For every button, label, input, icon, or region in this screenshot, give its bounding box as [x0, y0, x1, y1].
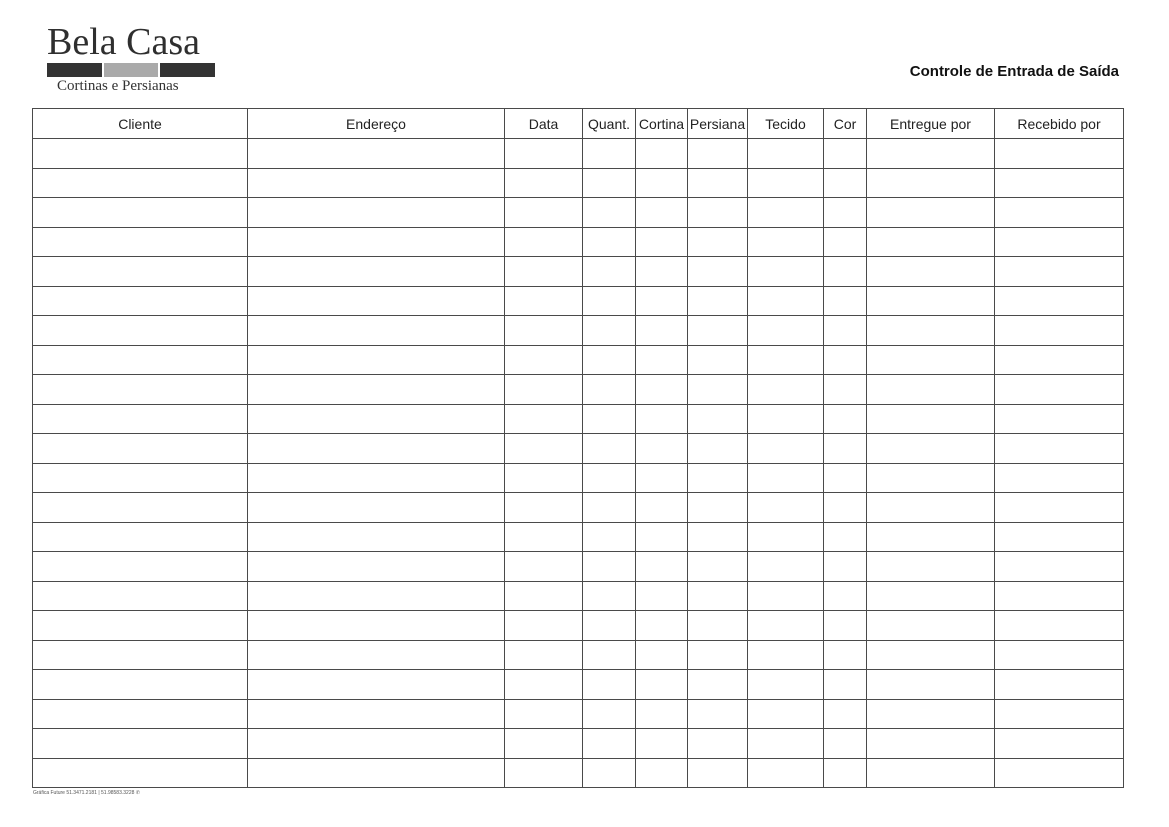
- table-cell[interactable]: [824, 434, 867, 464]
- table-cell[interactable]: [248, 463, 505, 493]
- table-cell[interactable]: [867, 227, 995, 257]
- table-cell[interactable]: [33, 168, 248, 198]
- table-row: [33, 227, 1124, 257]
- table-cell[interactable]: [636, 729, 688, 759]
- table-cell[interactable]: [824, 286, 867, 316]
- table-row: [33, 404, 1124, 434]
- table-cell[interactable]: [636, 316, 688, 346]
- table-cell[interactable]: [867, 670, 995, 700]
- table-cell[interactable]: [248, 345, 505, 375]
- table-cell[interactable]: [505, 463, 583, 493]
- table-cell[interactable]: [636, 257, 688, 287]
- table-cell[interactable]: [505, 434, 583, 464]
- table-cell[interactable]: [33, 316, 248, 346]
- table-cell[interactable]: [636, 227, 688, 257]
- table-cell[interactable]: [867, 404, 995, 434]
- table-cell[interactable]: [824, 552, 867, 582]
- table-cell[interactable]: [748, 198, 824, 228]
- table-cell[interactable]: [33, 611, 248, 641]
- table-cell[interactable]: [867, 581, 995, 611]
- table-cell[interactable]: [995, 375, 1124, 405]
- table-cell[interactable]: [824, 168, 867, 198]
- table-cell[interactable]: [505, 522, 583, 552]
- table-cell[interactable]: [33, 345, 248, 375]
- table-cell[interactable]: [248, 286, 505, 316]
- table-cell[interactable]: [583, 434, 636, 464]
- table-row: [33, 257, 1124, 287]
- brand-bar-gray: [104, 63, 159, 77]
- table-cell[interactable]: [505, 345, 583, 375]
- table-cell[interactable]: [867, 168, 995, 198]
- table-cell[interactable]: [748, 552, 824, 582]
- table-cell[interactable]: [688, 404, 748, 434]
- table-cell[interactable]: [248, 758, 505, 788]
- table-row: [33, 345, 1124, 375]
- table-cell[interactable]: [505, 139, 583, 169]
- table-cell[interactable]: [748, 168, 824, 198]
- table-cell[interactable]: [248, 227, 505, 257]
- table-cell[interactable]: [636, 375, 688, 405]
- table-cell[interactable]: [505, 758, 583, 788]
- table-cell[interactable]: [824, 670, 867, 700]
- table-cell[interactable]: [583, 670, 636, 700]
- table-cell[interactable]: [995, 434, 1124, 464]
- table-cell[interactable]: [505, 375, 583, 405]
- table-cell[interactable]: [33, 729, 248, 759]
- table-cell[interactable]: [748, 139, 824, 169]
- table-cell[interactable]: [867, 139, 995, 169]
- table-cell[interactable]: [33, 139, 248, 169]
- table-cell[interactable]: [995, 522, 1124, 552]
- table-cell[interactable]: [995, 286, 1124, 316]
- table-cell[interactable]: [748, 434, 824, 464]
- table-cell[interactable]: [636, 139, 688, 169]
- table-cell[interactable]: [824, 522, 867, 552]
- table-cell[interactable]: [824, 611, 867, 641]
- table-cell[interactable]: [824, 640, 867, 670]
- table-row: [33, 670, 1124, 700]
- table-cell[interactable]: [748, 257, 824, 287]
- table-cell[interactable]: [688, 581, 748, 611]
- table-cell[interactable]: [688, 286, 748, 316]
- table-cell[interactable]: [688, 670, 748, 700]
- control-table: [32, 108, 1124, 788]
- table-cell[interactable]: [995, 345, 1124, 375]
- table-cell[interactable]: [748, 316, 824, 346]
- table-row: [33, 198, 1124, 228]
- table-cell[interactable]: [748, 729, 824, 759]
- table-cell[interactable]: [867, 198, 995, 228]
- table-cell[interactable]: [748, 758, 824, 788]
- table-cell[interactable]: [583, 699, 636, 729]
- table-cell[interactable]: [867, 316, 995, 346]
- table-cell[interactable]: [636, 345, 688, 375]
- table-cell[interactable]: [867, 286, 995, 316]
- table-cell[interactable]: [636, 522, 688, 552]
- table-cell[interactable]: [248, 552, 505, 582]
- table-cell[interactable]: [248, 729, 505, 759]
- table-cell[interactable]: [995, 198, 1124, 228]
- table-cell[interactable]: [33, 581, 248, 611]
- table-cell[interactable]: [748, 699, 824, 729]
- table-cell[interactable]: [33, 758, 248, 788]
- table-cell[interactable]: [505, 316, 583, 346]
- table-cell[interactable]: [688, 493, 748, 523]
- table-row: [33, 581, 1124, 611]
- table-cell[interactable]: [867, 434, 995, 464]
- table-cell[interactable]: [995, 758, 1124, 788]
- table-cell[interactable]: [248, 640, 505, 670]
- table-cell[interactable]: [505, 699, 583, 729]
- table-cell[interactable]: [748, 670, 824, 700]
- table-cell[interactable]: [33, 640, 248, 670]
- table-cell[interactable]: [583, 139, 636, 169]
- table-cell[interactable]: [583, 257, 636, 287]
- table-cell[interactable]: [688, 758, 748, 788]
- table-cell[interactable]: [824, 375, 867, 405]
- table-cell[interactable]: [867, 522, 995, 552]
- table-cell[interactable]: [248, 316, 505, 346]
- table-cell[interactable]: [995, 729, 1124, 759]
- table-cell[interactable]: [583, 581, 636, 611]
- table-cell[interactable]: [688, 375, 748, 405]
- table-cell[interactable]: [248, 257, 505, 287]
- table-cell[interactable]: [505, 552, 583, 582]
- table-cell[interactable]: [867, 375, 995, 405]
- table-cell[interactable]: [688, 552, 748, 582]
- table-cell[interactable]: [995, 257, 1124, 287]
- table-cell[interactable]: [995, 640, 1124, 670]
- table-cell[interactable]: [505, 286, 583, 316]
- table-cell[interactable]: [688, 198, 748, 228]
- table-cell[interactable]: [824, 493, 867, 523]
- table-cell[interactable]: [505, 670, 583, 700]
- table-cell[interactable]: [824, 257, 867, 287]
- table-cell[interactable]: [867, 463, 995, 493]
- table-cell[interactable]: [824, 699, 867, 729]
- table-cell[interactable]: [688, 522, 748, 552]
- table-cell[interactable]: [583, 168, 636, 198]
- table-cell[interactable]: [248, 168, 505, 198]
- table-cell[interactable]: [867, 611, 995, 641]
- table-cell[interactable]: [824, 404, 867, 434]
- table-row: [33, 640, 1124, 670]
- table-cell[interactable]: [33, 522, 248, 552]
- table-cell[interactable]: [33, 257, 248, 287]
- table-cell[interactable]: [995, 581, 1124, 611]
- table-cell[interactable]: [583, 316, 636, 346]
- table-cell[interactable]: [583, 640, 636, 670]
- table-cell[interactable]: [505, 729, 583, 759]
- table-cell[interactable]: [33, 404, 248, 434]
- table-cell[interactable]: [995, 670, 1124, 700]
- table-cell[interactable]: [748, 404, 824, 434]
- table-cell[interactable]: [748, 611, 824, 641]
- table-cell[interactable]: [824, 198, 867, 228]
- table-cell[interactable]: [33, 493, 248, 523]
- brand-bar-dark-left: [47, 63, 102, 77]
- table-row: [33, 758, 1124, 788]
- table-cell[interactable]: [748, 345, 824, 375]
- table-cell[interactable]: [636, 611, 688, 641]
- table-cell[interactable]: [688, 168, 748, 198]
- table-row: [33, 168, 1124, 198]
- table-cell[interactable]: [583, 404, 636, 434]
- table-cell[interactable]: [824, 463, 867, 493]
- table-cell[interactable]: [583, 286, 636, 316]
- table-cell[interactable]: [583, 227, 636, 257]
- table-cell[interactable]: [33, 198, 248, 228]
- table-cell[interactable]: [995, 139, 1124, 169]
- table-cell[interactable]: [505, 227, 583, 257]
- table-cell[interactable]: [505, 581, 583, 611]
- table-cell[interactable]: [583, 611, 636, 641]
- table-cell[interactable]: [636, 581, 688, 611]
- column-header-entregue-por: Entregue por: [867, 109, 995, 139]
- column-header-quant: Quant.: [583, 109, 636, 139]
- table-row: [33, 375, 1124, 405]
- table-cell[interactable]: [33, 375, 248, 405]
- table-cell[interactable]: [688, 729, 748, 759]
- table-row: [33, 286, 1124, 316]
- table-cell[interactable]: [824, 758, 867, 788]
- brand-name: Bela Casa: [47, 21, 201, 63]
- table-cell[interactable]: [867, 345, 995, 375]
- table-cell[interactable]: [248, 434, 505, 464]
- table-cell[interactable]: [248, 522, 505, 552]
- table-cell[interactable]: [248, 375, 505, 405]
- table-cell[interactable]: [867, 257, 995, 287]
- table-cell[interactable]: [824, 581, 867, 611]
- table-cell[interactable]: [505, 611, 583, 641]
- table-cell[interactable]: [688, 257, 748, 287]
- table-cell[interactable]: [248, 670, 505, 700]
- table-cell[interactable]: [636, 640, 688, 670]
- table-row: [33, 552, 1124, 582]
- column-header-endereco: Endereço: [248, 109, 505, 139]
- table-cell[interactable]: [636, 434, 688, 464]
- table-cell[interactable]: [748, 463, 824, 493]
- column-header-persiana: Persiana: [688, 109, 748, 139]
- table-cell[interactable]: [248, 581, 505, 611]
- table-cell[interactable]: [636, 552, 688, 582]
- table-row: [33, 493, 1124, 523]
- table-cell[interactable]: [636, 168, 688, 198]
- table-row: [33, 139, 1124, 169]
- table-cell[interactable]: [688, 434, 748, 464]
- document-title: Controle de Entrada de Saída: [909, 63, 1119, 80]
- column-header-cliente: Cliente: [33, 109, 248, 139]
- table-cell[interactable]: [505, 198, 583, 228]
- table-cell[interactable]: [505, 493, 583, 523]
- table-cell[interactable]: [583, 552, 636, 582]
- brand-bar-dark-right: [160, 63, 215, 77]
- table-cell[interactable]: [33, 463, 248, 493]
- table-cell[interactable]: [583, 375, 636, 405]
- table-cell[interactable]: [636, 493, 688, 523]
- table-cell[interactable]: [688, 463, 748, 493]
- table-cell[interactable]: [995, 463, 1124, 493]
- table-cell[interactable]: [748, 640, 824, 670]
- table-cell[interactable]: [33, 434, 248, 464]
- table-cell[interactable]: [248, 493, 505, 523]
- table-cell[interactable]: [636, 198, 688, 228]
- table-cell[interactable]: [636, 670, 688, 700]
- table-cell[interactable]: [248, 139, 505, 169]
- table-cell[interactable]: [688, 316, 748, 346]
- table-row: [33, 463, 1124, 493]
- table-cell[interactable]: [583, 729, 636, 759]
- table-cell[interactable]: [636, 404, 688, 434]
- table-cell[interactable]: [636, 286, 688, 316]
- table-cell[interactable]: [583, 758, 636, 788]
- table-row: [33, 699, 1124, 729]
- table-cell[interactable]: [583, 198, 636, 228]
- table-cell[interactable]: [688, 640, 748, 670]
- table-cell[interactable]: [824, 227, 867, 257]
- table-cell[interactable]: [583, 463, 636, 493]
- column-header-cortina: Cortina: [636, 109, 688, 139]
- table-cell[interactable]: [867, 758, 995, 788]
- table-body: [33, 139, 1124, 788]
- brand-bars: [47, 63, 215, 77]
- table-cell[interactable]: [248, 699, 505, 729]
- column-header-tecido: Tecido: [748, 109, 824, 139]
- table-cell[interactable]: [505, 168, 583, 198]
- table-cell[interactable]: [248, 198, 505, 228]
- table-cell[interactable]: [748, 375, 824, 405]
- table-cell[interactable]: [583, 493, 636, 523]
- table-cell[interactable]: [995, 552, 1124, 582]
- table-cell[interactable]: [33, 227, 248, 257]
- table-cell[interactable]: [636, 463, 688, 493]
- table-cell[interactable]: [867, 552, 995, 582]
- table-cell[interactable]: [748, 581, 824, 611]
- table-cell[interactable]: [748, 493, 824, 523]
- table-cell[interactable]: [995, 611, 1124, 641]
- table-row: [33, 316, 1124, 346]
- table-cell[interactable]: [688, 227, 748, 257]
- table-cell[interactable]: [995, 227, 1124, 257]
- table-cell[interactable]: [583, 345, 636, 375]
- column-header-cor: Cor: [824, 109, 867, 139]
- table-cell[interactable]: [688, 699, 748, 729]
- table-row: [33, 729, 1124, 759]
- table-cell[interactable]: [33, 699, 248, 729]
- table-cell[interactable]: [867, 699, 995, 729]
- table-cell[interactable]: [688, 611, 748, 641]
- table-cell[interactable]: [636, 699, 688, 729]
- table-cell[interactable]: [33, 670, 248, 700]
- table-cell[interactable]: [867, 729, 995, 759]
- table-cell[interactable]: [583, 522, 636, 552]
- table-cell[interactable]: [867, 493, 995, 523]
- table-cell[interactable]: [33, 286, 248, 316]
- table-row: [33, 611, 1124, 641]
- table-cell[interactable]: [995, 404, 1124, 434]
- table-cell[interactable]: [824, 729, 867, 759]
- header-row: [33, 109, 1124, 139]
- column-header-data: Data: [505, 109, 583, 139]
- table-cell[interactable]: [505, 640, 583, 670]
- table-cell[interactable]: [248, 404, 505, 434]
- column-header-recebido-por: Recebido por: [995, 109, 1124, 139]
- table-cell[interactable]: [248, 611, 505, 641]
- table-row: [33, 522, 1124, 552]
- table-cell[interactable]: [995, 168, 1124, 198]
- table-cell[interactable]: [824, 139, 867, 169]
- table-cell[interactable]: [505, 257, 583, 287]
- table-cell[interactable]: [824, 316, 867, 346]
- table-cell[interactable]: [824, 345, 867, 375]
- table-cell[interactable]: [867, 640, 995, 670]
- table-cell[interactable]: [688, 345, 748, 375]
- table-cell[interactable]: [995, 699, 1124, 729]
- table-row: [33, 434, 1124, 464]
- table-cell[interactable]: [995, 316, 1124, 346]
- table-cell[interactable]: [748, 522, 824, 552]
- table-cell[interactable]: [688, 139, 748, 169]
- table-cell[interactable]: [748, 227, 824, 257]
- brand-tagline: Cortinas e Persianas: [57, 78, 179, 94]
- printer-credit: Gráfica Future 51.3471.2181 | 51.98583.3228 ✆: [33, 790, 140, 796]
- table-cell[interactable]: [33, 552, 248, 582]
- table-cell[interactable]: [748, 286, 824, 316]
- table-cell[interactable]: [636, 758, 688, 788]
- brand-logo: [47, 22, 217, 95]
- table-cell[interactable]: [995, 493, 1124, 523]
- table-cell[interactable]: [505, 404, 583, 434]
